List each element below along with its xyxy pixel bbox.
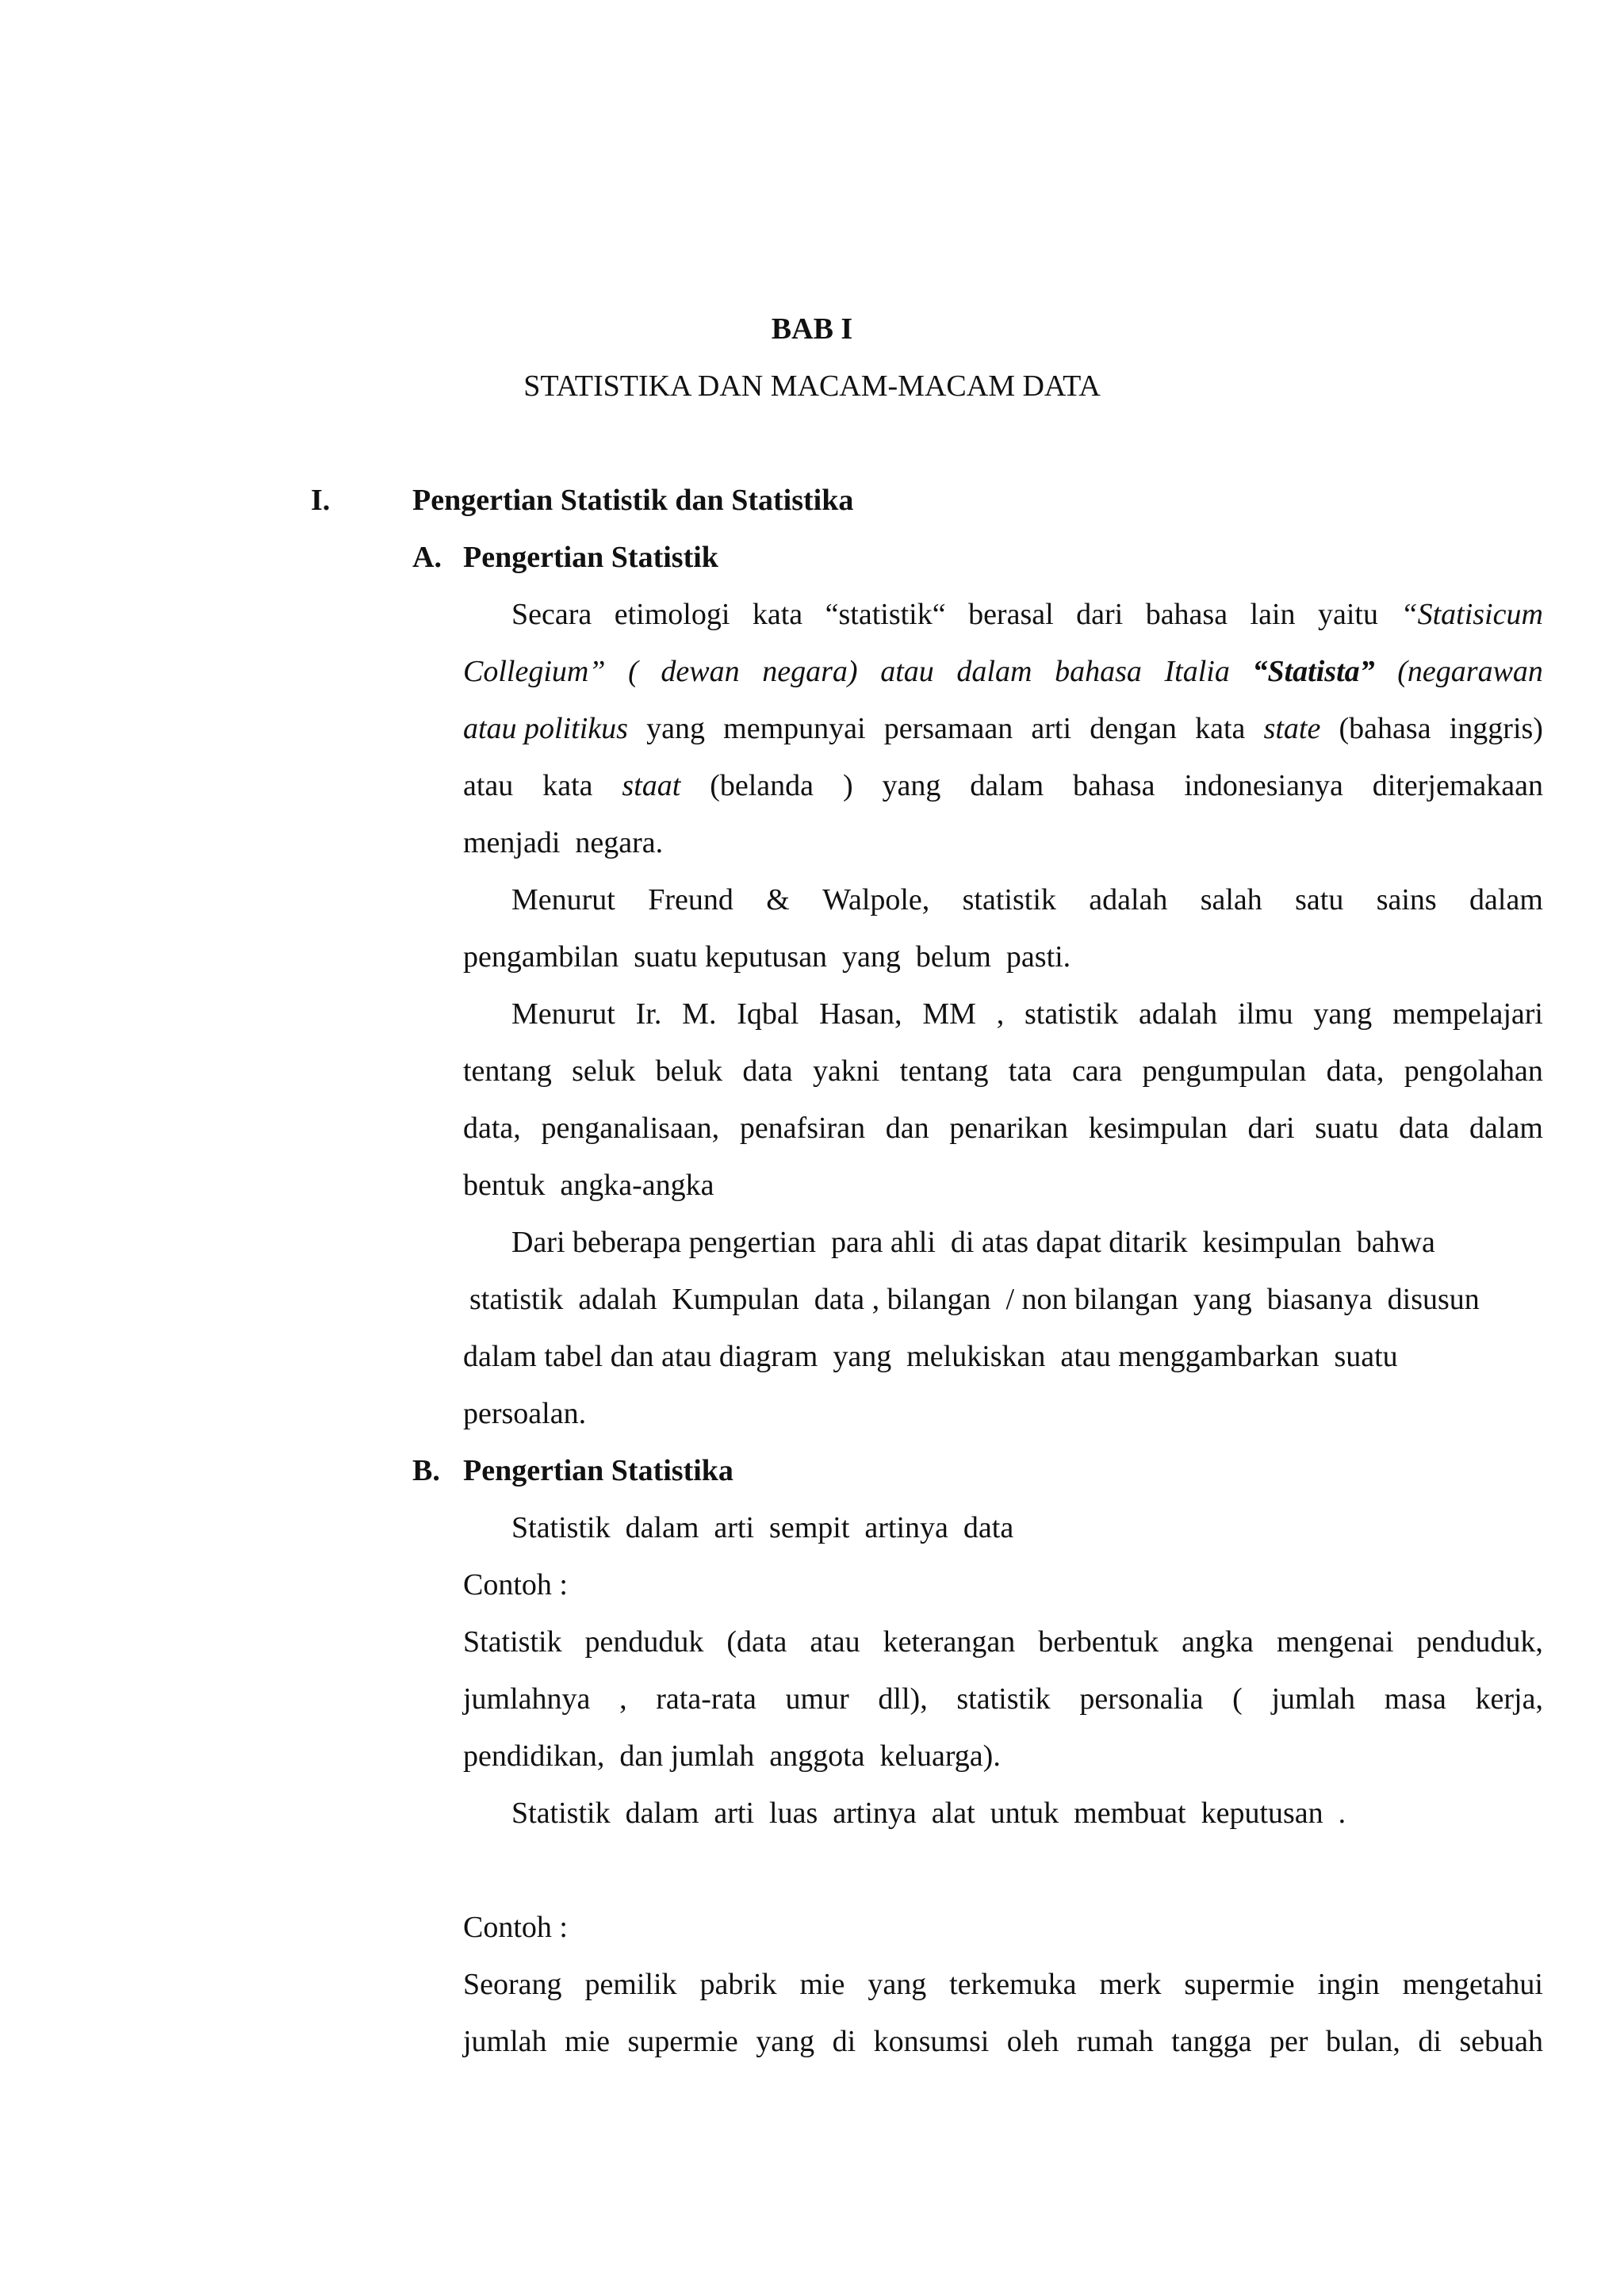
definition-broad: Statistik dalam arti luas artinya alat untuk membuat keputusan . bbox=[511, 1797, 1346, 1830]
paragraph-4-line-1: Dari beberapa pengertian para ahli di atas dapat ditarik kesimpulan bahwa bbox=[511, 1226, 1435, 1259]
paragraph-4-line-3: dalam tabel dan atau diagram yang melukiskan atau menggambarkan suatu bbox=[463, 1340, 1398, 1373]
paragraph-3-line-1: Menurut Ir. M. Iqbal Hasan, MM , statistik adalah ilmu yang mempelajari bbox=[511, 997, 1543, 1031]
example-label-2: Contoh : bbox=[463, 1911, 568, 1944]
paragraph-6-line-2: jumlah mie supermie yang di konsumsi oleh rumah tangga per bulan, di sebuah bbox=[463, 2025, 1543, 2058]
chapter-title: STATISTIKA DAN MACAM-MACAM DATA bbox=[523, 369, 1101, 403]
subsection-b-label: B. bbox=[412, 1454, 440, 1487]
paragraph-1-line-3: atau politikus yang mempunyai persamaan arti dengan kata state (bahasa inggris) bbox=[463, 712, 1543, 745]
paragraph-1-line-1: Secara etimologi kata “statistik“ berasal dari bahasa lain yaitu “Statisicum bbox=[511, 598, 1543, 631]
subsection-b-title: Pengertian Statistika bbox=[463, 1454, 733, 1487]
section-title: Pengertian Statistik dan Statistika bbox=[412, 484, 854, 517]
subsection-a-title: Pengertian Statistik bbox=[463, 541, 718, 574]
paragraph-1-line-4: atau kata staat (belanda ) yang dalam bahasa indonesianya diterjemakaan bbox=[463, 769, 1543, 802]
paragraph-6-line-1: Seorang pemilik pabrik mie yang terkemuka merk supermie ingin mengetahui bbox=[463, 1968, 1543, 2001]
section-number: I. bbox=[311, 484, 331, 517]
paragraph-4-line-4: persoalan. bbox=[463, 1397, 587, 1430]
example-label-1: Contoh : bbox=[463, 1568, 568, 1601]
chapter-heading: BAB I bbox=[771, 312, 853, 346]
paragraph-5-line-3: pendidikan, dan jumlah anggota keluarga). bbox=[463, 1739, 1001, 1773]
paragraph-2-line-2: pengambilan suatu keputusan yang belum pasti. bbox=[463, 940, 1071, 974]
definition-narrow: Statistik dalam arti sempit artinya data bbox=[511, 1511, 1014, 1544]
paragraph-5-line-2: jumlahnya , rata-rata umur dll), statistik personalia ( jumlah masa kerja, bbox=[463, 1682, 1543, 1716]
paragraph-3-line-4: bentuk angka-angka bbox=[463, 1169, 714, 1202]
paragraph-2-line-1: Menurut Freund & Walpole, statistik adalah salah satu sains dalam bbox=[511, 883, 1543, 916]
paragraph-1-line-2: Collegium” ( dewan negara) atau dalam bahasa Italia “Statista” (negarawan bbox=[463, 655, 1543, 688]
paragraph-5-line-1: Statistik penduduk (data atau keterangan berbentuk angka mengenai penduduk, bbox=[463, 1625, 1543, 1659]
paragraph-1-line-5: menjadi negara. bbox=[463, 826, 664, 859]
paragraph-3-line-2: tentang seluk beluk data yakni tentang tata cara pengumpulan data, pengolahan bbox=[463, 1054, 1543, 1088]
paragraph-4-line-2: statistik adalah Kumpulan data , bilangan / non bilangan yang biasanya disusun bbox=[469, 1283, 1480, 1316]
subsection-a-label: A. bbox=[412, 541, 442, 574]
paragraph-3-line-3: data, penganalisaan, penafsiran dan penarikan kesimpulan dari suatu data dalam bbox=[463, 1112, 1543, 1145]
